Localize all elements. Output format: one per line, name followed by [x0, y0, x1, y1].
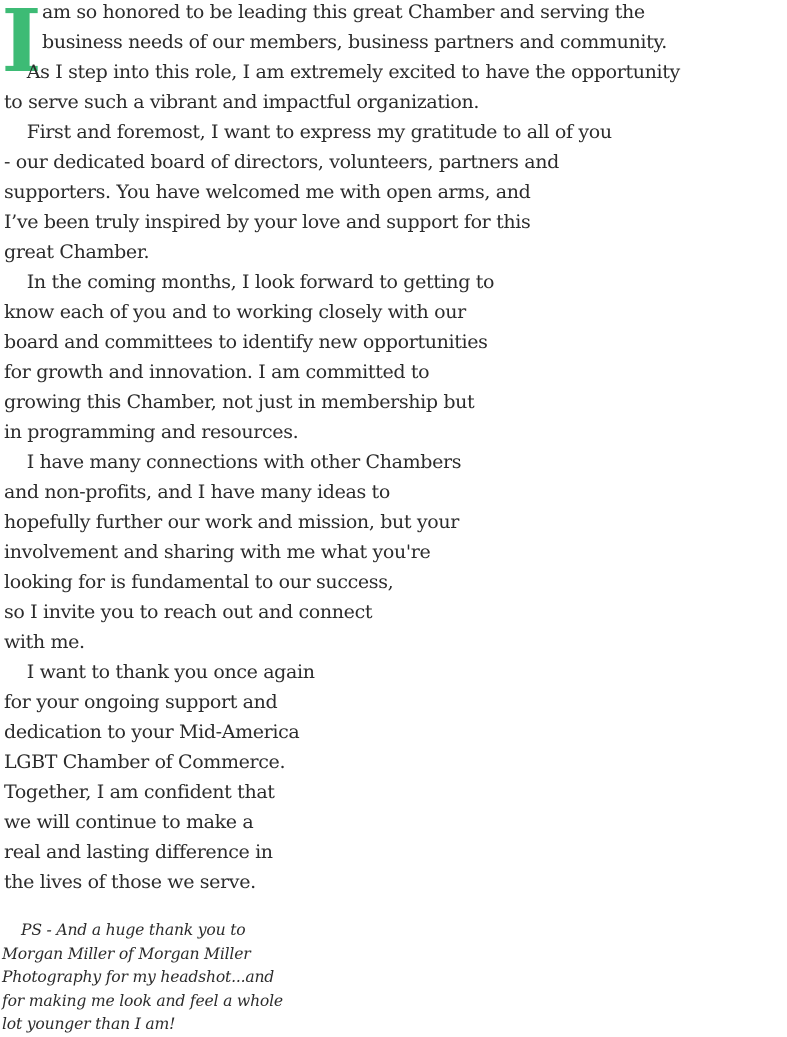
- letter-line: - our dedicated board of directors, volunteers, partners and: [4, 151, 559, 173]
- letter-line: business needs of our members, business partners and community.: [42, 31, 667, 53]
- drop-cap: I: [1, 0, 42, 92]
- letter-line: board and committees to identify new opportunities: [4, 331, 488, 353]
- letter-line: the lives of those we serve.: [4, 871, 256, 893]
- letter-line: real and lasting difference in: [4, 841, 273, 863]
- letter-line: Together, I am confident that: [4, 781, 275, 803]
- letter-line: so I invite you to reach out and connect: [4, 601, 373, 623]
- letter-line: with me.: [4, 631, 85, 653]
- letter-line: involvement and sharing with me what you're: [4, 541, 431, 563]
- postscript-line: Photography for my headshot...and: [2, 968, 275, 987]
- letter-line: and non-profits, and I have many ideas to: [4, 481, 390, 503]
- postscript-line: Morgan Miller of Morgan Miller: [2, 944, 251, 963]
- letter-line: growing this Chamber, not just in membership but: [4, 391, 475, 413]
- letter-line: know each of you and to working closely with our: [4, 301, 466, 323]
- letter-line: am so honored to be leading this great Chamber and serving the: [42, 1, 645, 23]
- letter-line: I want to thank you once again: [4, 661, 315, 683]
- postscript-line: lot younger than I am!: [2, 1015, 176, 1034]
- letter-line: for your ongoing support and: [4, 691, 278, 713]
- letter-line: in programming and resources.: [4, 421, 299, 443]
- letter-line: First and foremost, I want to express my gratitude to all of you: [4, 121, 612, 143]
- letter-line: great Chamber.: [4, 241, 150, 263]
- letter-line: to serve such a vibrant and impactful organization.: [4, 91, 480, 113]
- letter-line: In the coming months, I look forward to getting to: [4, 271, 495, 293]
- letter-line: I have many connections with other Chambers: [4, 451, 462, 473]
- letter-line: I’ve been truly inspired by your love and support for this: [4, 211, 531, 233]
- postscript-line: PS - And a huge thank you to: [2, 921, 246, 939]
- letter-line: supporters. You have welcomed me with open arms, and: [4, 181, 531, 203]
- letter-line: for growth and innovation. I am committed to: [4, 361, 430, 383]
- letter-line: dedication to your Mid-America: [4, 721, 300, 743]
- letter-line: As I step into this role, I am extremely excited to have the opportunity: [4, 61, 680, 83]
- postscript-line: for making me look and feel a whole: [2, 991, 283, 1010]
- postscript: [2, 919, 402, 1037]
- letter-line: looking for is fundamental to our success,: [4, 571, 394, 593]
- letter-line: hopefully further our work and mission, but your: [4, 511, 459, 533]
- letter-line: we will continue to make a: [4, 811, 254, 833]
- letter-line: LGBT Chamber of Commerce.: [4, 751, 286, 773]
